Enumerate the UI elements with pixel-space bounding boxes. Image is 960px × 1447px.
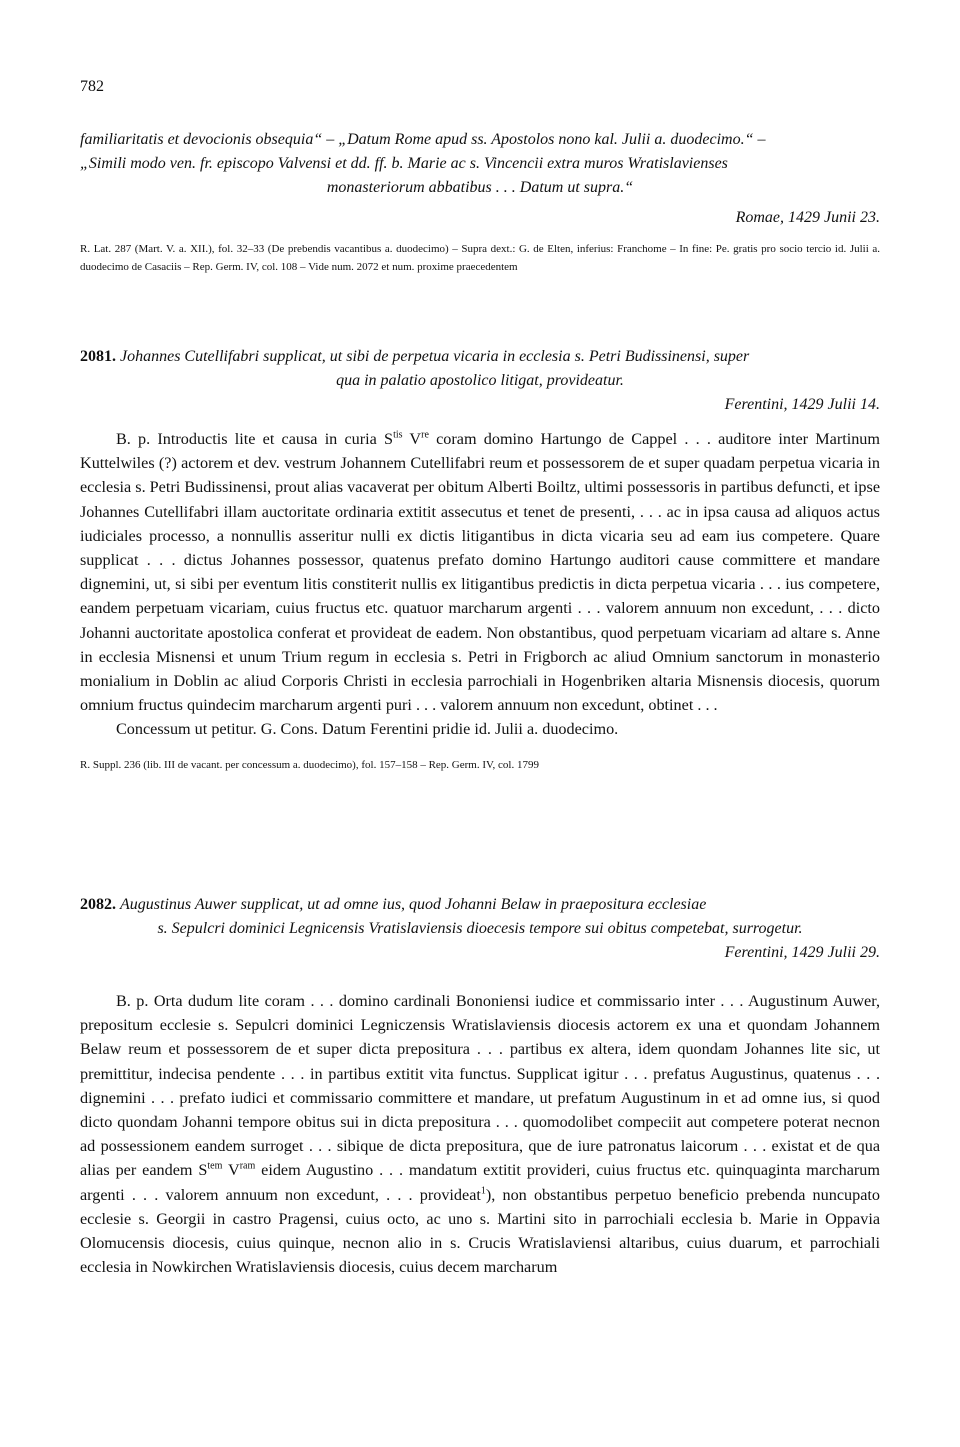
entry-2082-dateline: Ferentini, 1429 Julii 29. [724,944,880,961]
entry-2082 [80,893,880,1279]
entry-2081-body-part: B. p. Introductis lite et causa in curia S [116,430,394,448]
page-number: 782 [80,78,104,95]
footnote-ref: 1 [480,1185,486,1197]
entry-2082-number: 2082. [80,896,116,913]
intro-line-2: „Simili modo ven. fr. episcopo Valvensi et dd. ff. b. Marie ac s. Vincencii extra muros Wratislavienses [80,155,728,172]
entry-2082-sup: tem [207,1161,223,1173]
entry-2081-title-line-1: Johannes Cutellifabri supplicat, ut sibi de perpetua vicaria in ecclesia s. Petri Budissinensi, super [120,348,750,365]
entry-2082-body [80,989,880,1279]
entry-2082-body-part: eidem Augustino . . . mandatum extitit provideri, cuius fructus etc. quinquaginta marcharum argenti . . . valorem annuum non excedunt, . . . provideat [80,1161,880,1204]
entry-2082-title-line-1: Augustinus Auwer supplicat, ut ad omne ius, quod Johanni Belaw in praepositura ecclesiae [120,896,707,913]
entry-2081-body [80,427,880,717]
entry-2081-sup: tis [393,429,403,441]
entry-2081-title-line-2: qua in palatio apostolico litigat, provideatur. [336,372,624,389]
entry-2082-body-part: ), non obstantibus perpetuo beneficio prebenda nuncupato ecclesie s. Georgii in castro Pragensi, cuius octo, ac uno s. Martini sito in parrochiali ecclesia b. Marie in Oppavia Olomucensis diocesis, cuius quinque, necnon alio in s. Crucis Wratislaviensi altaribus, cuius duarum, et parrochiali ecclesia in Nowkirchen Wratislaviensis diocesis, cuius decem marcharum [80,1185,880,1277]
entry-2081-footnote: R. Suppl. 236 (lib. III de vacant. per concessum a. duodecimo), fol. 157–158 – Rep. Germ. IV, col. 1799 [80,758,539,771]
entry-2081-body-part: V [402,430,422,448]
intro-dateline: Romae, 1429 Junii 23. [735,209,880,226]
intro-section [80,128,880,276]
entry-2081-body-part: coram domino Hartungo de Cappel . . . auditore inter Martinum Kuttelwiles (?) actorem et dev. vestrum Johannem Cutellifabri reum et possessorem de et super quadam perpetua vicaria in ecclesia s. Petri Budissinensi, prout alias vacaverat per obitum Alberti Boiltz, ultimi possessoris in partibus defuncti, et ipse Johannes Cutellifabri illam auctoritate ordinaria extitit assecutus et tenet de presenti, . . . ac in ipsa causa ad aliquos actus iudiciales processo, a nonnullis asseritur nulli ex dictis litigantibus in dicta vicaria seu ad eam ius competere. Quare supplicat . . . dictus Johannes possessor, quatenus prefato domino Hartungo auditori cause committere et mandare dignemini, ut, si sibi per eventum litis constiterit nullis ex litigantibus predictis in dicta perpetua vicaria . . . ius competere, eandem perpetuam vicariam, cuius fructus etc. quatuor marcharum argenti . . . valorem annuum non excedunt, . . . dicto Johanni auctoritate apostolica conferat et provideat de eadem. Non obstantibus, quod perpetuam vicariam ad altare s. Anne in ecclesia Misnensi et unum Trium regum in ecclesia s. Petri in Frigborch ac aliud Omnium sanctorum in monasterio monialium in Doblin ac aliud Corporis Christi in ecclesia parrochiali in Hogenbriken altaria Misnensis diocesis, quorum omnium fructus quindecim marcharum argenti puri . . . valorem annuum non excedunt, obtinet . . . [80,430,880,715]
entry-2081-number: 2081. [80,348,116,365]
entry-2081-concessum: Concessum ut petitur. G. Cons. Datum Ferentini pridie id. Julii a. duodecimo. [116,720,619,739]
entry-2082-sup: ram [239,1161,256,1173]
entry-2081-sup: re [421,429,429,441]
entry-2081-dateline: Ferentini, 1429 Julii 14. [724,396,880,413]
entry-2081-heading [80,345,880,369]
entry-2082-title-line-2: s. Sepulcri dominici Legnicensis Vratislaviensis dioecesis tempore sui obitus competebat, surrogetur. [157,920,803,937]
entry-2082-body-part: V [222,1161,240,1180]
intro-line-3: monasteriorum abbatibus . . . Datum ut supra.“ [326,179,634,196]
intro-footnote: R. Lat. 287 (Mart. V. a. XII.), fol. 32–33 (De prebendis vacantibus a. duodecimo) – Supra dext.: G. de Elten, inferius: Franchome – In fine: Pe. gratis pro socio tercio id. Julii a. duodecimo de Casaciis – Rep. Germ. IV, col. 108 – Vide num. 2072 et num. proxime praecedentem [80,243,880,273]
intro-line-1: familiaritatis et devocionis obsequia“ – „Datum Rome apud ss. Apostolos nono kal. Julii a. duodecimo.“ – [80,131,766,148]
entry-2081 [80,345,880,774]
entry-2082-body-part: B. p. Orta dudum lite coram . . . domino cardinali Bononiensi iudice et commissario inter . . . Augustinum Auwer, prepositum ecclesie s. Sepulcri dominici Legniczensis Wratislaviensis diocesis actorem ex una et quondam Johannem Belaw reum et possessorem de et super dicta prepositura . . . partibus ex altera, idem quondam Johannes lite sic, ut premittitur, indecisa pendente . . . in partibus extitit vita functus. Supplicat igitur . . . prefatus Augustinus, quatenus . . . dignemini . . . prefato iudici et commissario committere et mandare, ut prefatum Augustinum in et ad omne ius, si quod dicto quondam Johanni tempore obitus sui in dicta prepositura . . . quomodolibet compeciit aut competere poterat necnon ad possessionem eandem surroget . . . sibique de dicta prepositura, que de iure patronatus laicorum . . . existat et de qua alias per eandem S [80,992,880,1180]
entry-2082-heading [80,893,880,917]
